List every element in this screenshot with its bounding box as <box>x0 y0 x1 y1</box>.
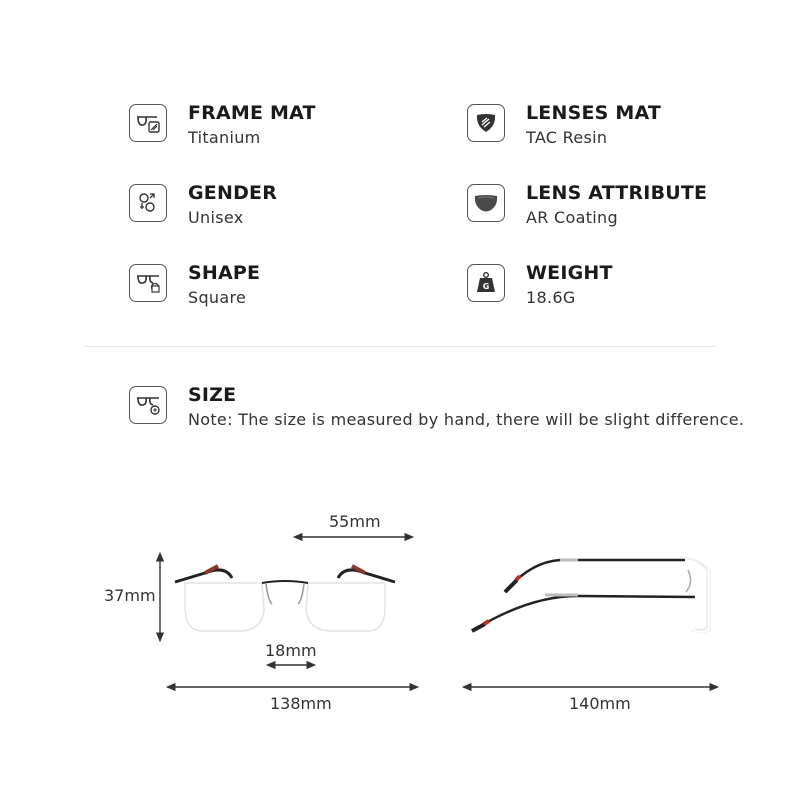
size-note: Note: The size is measured by hand, there will be slight difference. <box>188 410 745 429</box>
lens-coating-icon <box>467 184 505 222</box>
glasses-front-view <box>175 566 395 631</box>
glasses-shape-icon <box>129 264 167 302</box>
lens-attribute-title: LENS ATTRIBUTE <box>526 182 708 204</box>
glasses-side-view <box>472 557 710 633</box>
gender-icon <box>129 184 167 222</box>
glasses-size-icon <box>129 386 167 424</box>
lens-height-label: 37mm <box>104 586 156 605</box>
shape-title: SHAPE <box>188 262 261 284</box>
spec-lenses-material <box>467 102 661 149</box>
lens-width-label: 55mm <box>329 512 381 531</box>
frame-mat-title: FRAME MAT <box>188 102 316 124</box>
bridge-label: 18mm <box>265 641 317 660</box>
glasses-dimension-diagram <box>0 500 800 720</box>
weight-icon-letter: G <box>482 282 490 291</box>
temple-length-label: 140mm <box>569 694 631 713</box>
lens-attribute-value: AR Coating <box>526 208 618 227</box>
glasses-frame-icon <box>129 104 167 142</box>
spec-gender <box>129 182 277 229</box>
weight-icon <box>467 264 505 302</box>
gender-value: Unisex <box>188 208 244 227</box>
frame-mat-value: Titanium <box>188 128 261 147</box>
lens-material-icon <box>467 104 505 142</box>
size-title: SIZE <box>188 384 237 406</box>
shape-value: Square <box>188 288 247 307</box>
weight-title: WEIGHT <box>526 262 613 284</box>
gender-title: GENDER <box>188 182 278 204</box>
lenses-mat-value: TAC Resin <box>526 128 608 147</box>
section-divider <box>85 346 715 347</box>
spec-size <box>129 384 744 431</box>
spec-frame-material <box>129 102 316 149</box>
lenses-mat-title: LENSES MAT <box>526 102 662 124</box>
spec-shape <box>129 262 260 309</box>
weight-value: 18.6G <box>526 288 576 307</box>
spec-weight <box>467 262 613 309</box>
frame-width-label: 138mm <box>270 694 332 713</box>
spec-lens-attribute <box>467 182 707 229</box>
